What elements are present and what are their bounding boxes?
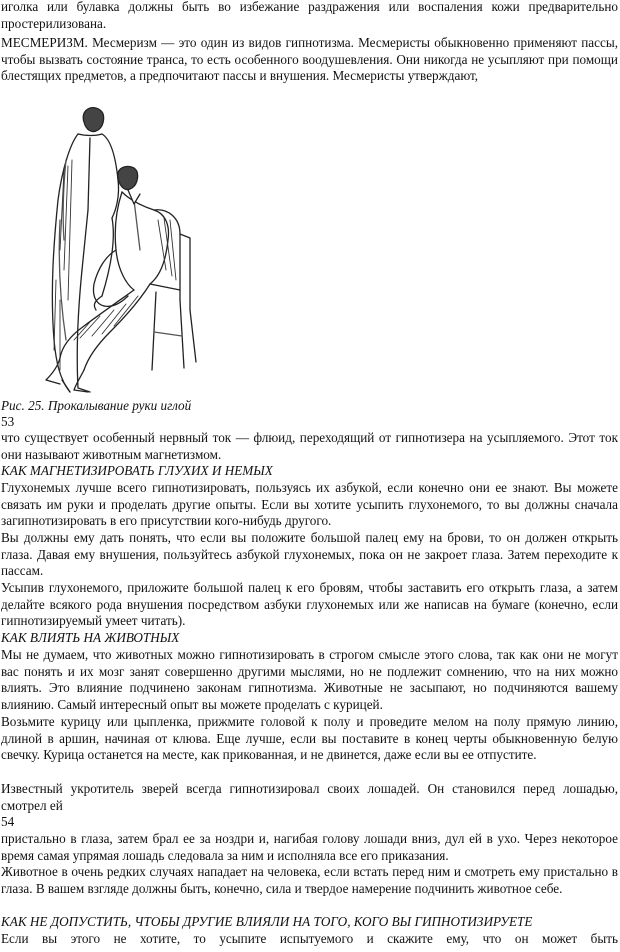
paragraph-animal-attack: Животное в очень редких случаях нападает на человека, если встать перед ним и смотреть ему пристально в глаза. В вашем взгляде должны быть, конечно, сила и твердое намерение подчинить животное себе. — [1, 864, 618, 896]
paragraph-deaf-mute-alphabet: Глухонемых лучше всего гипнотизировать, пользуясь их азбукой, если конечно они ее знают. Вы можете связать им руки и проделать другие опыты. Если вы хотите усыпить глухонемого, то вы должны сначала загипнотизировать в его присутствии кого-нибудь другого. — [1, 480, 618, 529]
paragraph-nervous-current: что существует особенный нервный ток — флюид, переходящий от гипнотизера на усыпляемого. Этот ток они называют животным магнетизмом. — [1, 430, 618, 462]
section-heading-animals: КАК ВЛИЯТЬ НА ЖИВОТНЫХ — [1, 630, 180, 645]
paragraph-animals: Мы не думаем, что животных можно гипнотизировать в строгом смысле этого слова, так как они не могут вас понять и их мозг занят совершенно другими мыслями, но не подлежит сомнению, что на них можно влиять. Это влияние подчинено законам гипнотизма. Животные не засыпают, но подчиняются вашему влиянию. Самый интересный опыт вы можете проделать с курицей. — [1, 647, 618, 712]
page-number: 54 — [1, 814, 15, 829]
hypnosis-illustration — [30, 100, 245, 396]
paragraph-horse-gaze: пристально в глаза, затем брал ее за ноздри и, нагибая голову лошади вниз, дул ей в ухо. Через некоторое время самая упрямая лошадь следовала за ним и исполняла все его приказания. — [1, 831, 618, 863]
paragraph-chicken: Возьмите курицу или цыпленка, прижмите головой к полу и проведите мелом на полу прямую линию, длиной в аршин, начиная от клюва. Еще лучше, если вы поставите в конец черты обыкновенную белую свечку. Курица останется на месте, как прикованная, и не двинется, даже если вы ее отпустите. — [1, 714, 618, 763]
paragraph-mesmerism: МЕСМЕРИЗМ. Месмеризм — это один из видов гипнотизма. Месмеристы обыкновенно применяют пассы, чтобы вызвать состояние транса, то есть особенного воодушевления. Они никогда не усыпляют при помощи блестящих предметов, а предпочитают пассы и внушения. Месмеристы утверждают, — [1, 35, 618, 84]
paragraph-thumb-on-brows: Вы должны ему дать понять, что если вы положите большой палец ему на брови, то он должен открыть глаза. Давая ему внушения, пользуйтесь азбукой глухонемых, пока он не закроет глаза. Затем переходите к пассам. — [1, 530, 618, 579]
paragraph-prevent-influence: Если вы этого не хотите, то усыпите испытуемого и скажите ему, что он может быть — [1, 931, 618, 946]
figure-caption: Рис. 25. Прокалывание руки иглой — [1, 398, 192, 413]
paragraph-sterilization: иголка или булавка должны быть во избежание раздражения или воспаления кожи предварительно простерилизована. — [1, 0, 618, 31]
paragraph-after-sleep: Усыпив глухонемого, приложите большой палец к его бровям, чтобы заставить его открыть глаза, а затем делайте всякого рода внушения посредством азбуки глухонемых или же написав на бумаге (конечно, если гипнотизируемый умеет читать). — [1, 580, 618, 629]
section-heading-deaf-mute: КАК МАГНЕТИЗИРОВАТЬ ГЛУХИХ И НЕМЫХ — [1, 463, 273, 478]
paragraph-horse-tamer: Известный укротитель зверей всегда гипнотизировал своих лошадей. Он становился перед лошадью, смотрел ей — [1, 781, 618, 813]
page-number: 53 — [1, 414, 15, 429]
section-heading-prevent-influence: КАК НЕ ДОПУСТИТЬ, ЧТОБЫ ДРУГИЕ ВЛИЯЛИ НА ТОГО, КОГО ВЫ ГИПНОТИЗИРУЕТЕ — [1, 914, 533, 929]
